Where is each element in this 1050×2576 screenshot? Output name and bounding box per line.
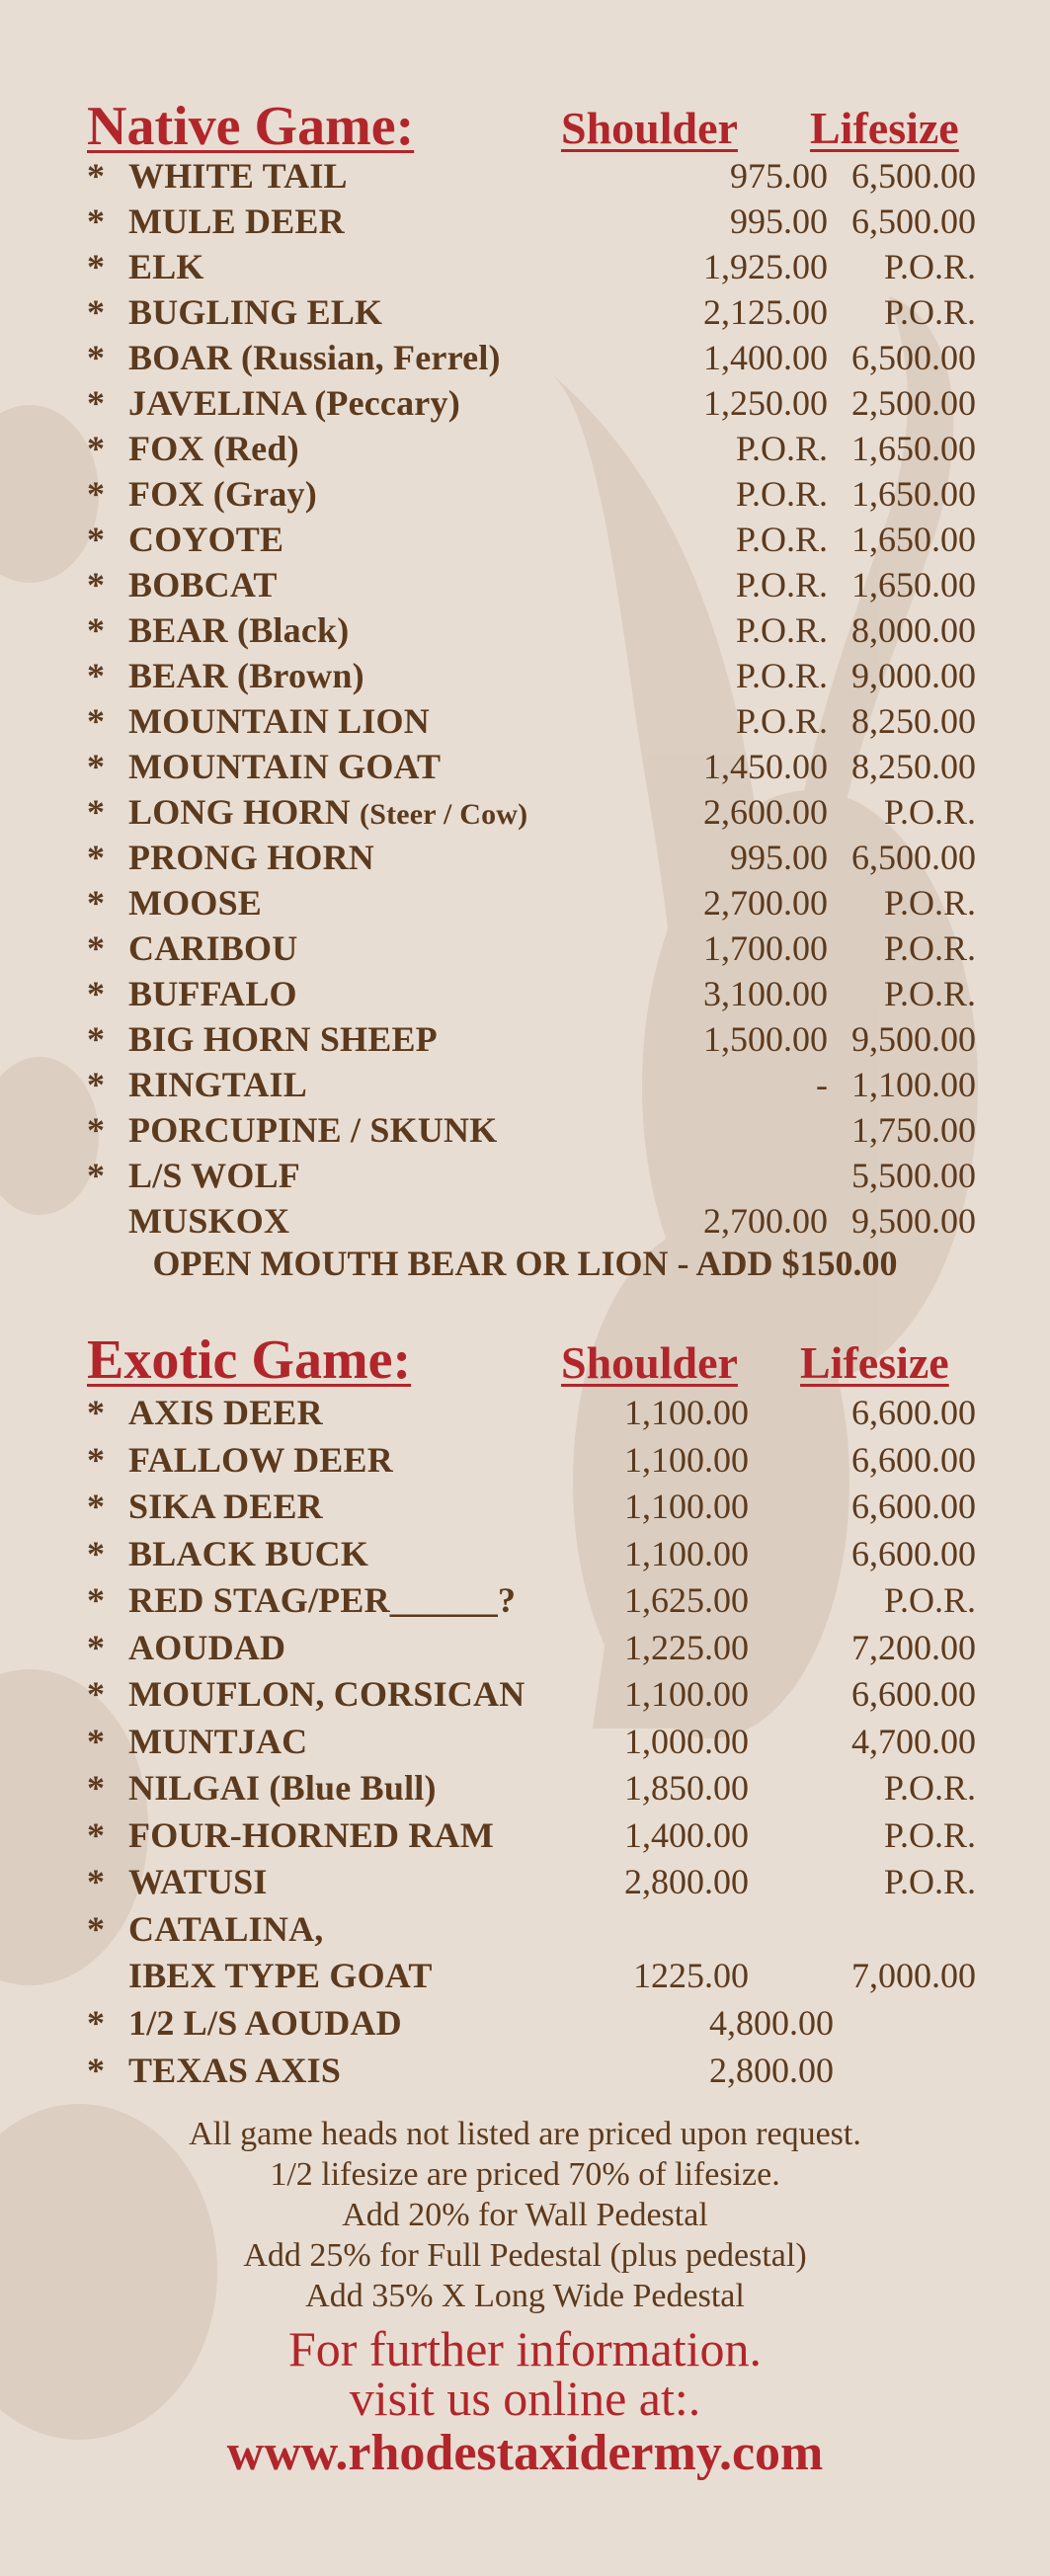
animal-name: FOUR-HORNED RAM xyxy=(128,1814,494,1855)
lifesize-price: P.O.R. xyxy=(883,1580,976,1620)
shoulder-price: P.O.R. xyxy=(735,701,828,741)
animal-name xyxy=(128,562,278,610)
shoulder-price: 2,125.00 xyxy=(703,292,828,332)
table-row xyxy=(87,789,976,835)
lifesize-price: 1,650.00 xyxy=(851,520,976,559)
lifesize-price: 6,500.00 xyxy=(851,156,976,196)
shoulder-price: P.O.R. xyxy=(735,429,828,468)
bullet-star: * xyxy=(87,338,105,377)
animal-name: 1/2 L/S AOUDAD xyxy=(128,2003,402,2043)
lifesize-price: 7,200.00 xyxy=(851,1627,976,1667)
open-mouth-note: OPEN MOUTH BEAR OR LION - ADD $150.00 xyxy=(152,1244,898,1283)
shoulder-price: 3,100.00 xyxy=(703,974,828,1013)
bullet-star: * xyxy=(87,1393,105,1432)
footer-line-half-lifesize: 1/2 lifesize are priced 70% of lifesize. xyxy=(270,2156,780,2193)
shoulder-price: 995.00 xyxy=(730,201,828,241)
shoulder-price: 1,225.00 xyxy=(624,1627,749,1667)
animal-name xyxy=(128,971,297,1019)
animal-name: CATALINA, xyxy=(128,1908,324,1949)
table-row xyxy=(87,244,976,289)
animal-name-text: COYOTE xyxy=(128,520,284,559)
table-row xyxy=(87,2048,976,2095)
animal-name-text: ELK xyxy=(128,247,204,286)
table-row xyxy=(87,1719,976,1766)
website-link[interactable]: www.rhodestaxidermy.com xyxy=(226,2425,824,2481)
bullet-star: * xyxy=(87,1439,105,1480)
lifesize-price: 8,250.00 xyxy=(851,701,976,741)
bullet-star: * xyxy=(87,2050,105,2090)
shoulder-price: P.O.R. xyxy=(735,474,828,514)
animal-name xyxy=(128,1107,497,1156)
bullet-star: * xyxy=(87,520,105,559)
animal-name xyxy=(128,835,374,883)
shoulder-price: 1,850.00 xyxy=(624,1768,749,1808)
animal-name xyxy=(128,789,527,838)
lifesize-price: 6,600.00 xyxy=(851,1674,976,1714)
bullet-star: * xyxy=(87,429,105,468)
animal-name-text: CARIBOU xyxy=(128,928,298,968)
animal-name: MUNTJAC xyxy=(128,1721,308,1761)
bullet-star: * xyxy=(87,610,105,650)
table-row xyxy=(87,426,976,471)
animal-name-text: BOBCAT xyxy=(128,565,278,604)
footer-line-full-pedestal: Add 25% for Full Pedestal (plus pedestal) xyxy=(243,2237,807,2274)
table-row xyxy=(87,1153,976,1198)
shoulder-price: 1,400.00 xyxy=(703,338,828,377)
lifesize-price: 6,600.00 xyxy=(851,1487,976,1526)
bullet-star: * xyxy=(87,292,105,332)
table-row xyxy=(87,880,976,926)
animal-name xyxy=(128,607,349,656)
native-lifesize-column-header: Lifesize xyxy=(810,103,959,153)
animal-name: WATUSI xyxy=(128,1862,268,1901)
table-row xyxy=(87,1953,976,2000)
bullet-star: * xyxy=(87,201,105,241)
shoulder-price: 1,625.00 xyxy=(624,1580,749,1620)
table-row xyxy=(87,926,976,971)
table-row xyxy=(87,1625,976,1672)
lifesize-price: 6,500.00 xyxy=(851,201,976,241)
animal-name-text: PORCUPINE / SKUNK xyxy=(128,1110,498,1150)
table-row xyxy=(87,1906,976,1954)
animal-name xyxy=(128,335,501,383)
bullet-star: * xyxy=(87,1065,105,1104)
animal-name: MOUFLON, CORSICAN xyxy=(128,1674,525,1714)
table-row xyxy=(87,380,976,426)
lifesize-price: 6,600.00 xyxy=(851,1533,976,1573)
shoulder-price: P.O.R. xyxy=(735,656,828,695)
animal-name: AXIS DEER xyxy=(128,1393,323,1432)
table-row xyxy=(87,517,976,562)
shoulder-price: 1,250.00 xyxy=(703,383,828,423)
bullet-star: * xyxy=(87,1814,105,1855)
lifesize-price: 9,500.00 xyxy=(851,1019,976,1059)
animal-name-text: L/S WOLF xyxy=(128,1156,300,1195)
single-price: 4,800.00 xyxy=(709,2003,834,2043)
bullet-star: * xyxy=(87,974,105,1013)
table-row xyxy=(87,471,976,517)
table-row xyxy=(87,698,976,744)
native-game-header xyxy=(87,95,414,158)
table-row xyxy=(87,1484,976,1531)
table-row xyxy=(87,1577,976,1625)
bullet-star: * xyxy=(87,383,105,423)
lifesize-price: 1,100.00 xyxy=(851,1065,976,1104)
table-row xyxy=(87,744,976,789)
table-row xyxy=(87,607,976,653)
lifesize-price: 6,600.00 xyxy=(851,1439,976,1480)
shoulder-price: 1,100.00 xyxy=(624,1533,749,1573)
lifesize-price: 8,250.00 xyxy=(851,747,976,786)
animal-name: AOUDAD xyxy=(128,1627,286,1667)
lifesize-price: P.O.R. xyxy=(883,974,976,1013)
native-shoulder-column-header: Shoulder xyxy=(561,103,738,153)
bullet-star: * xyxy=(87,1674,105,1714)
exotic-game-header xyxy=(87,1328,411,1392)
bullet-star: * xyxy=(87,1908,105,1949)
table-row xyxy=(87,562,976,607)
animal-name-text: BUFFALO xyxy=(128,974,297,1013)
bullet-star: * xyxy=(87,792,105,832)
table-row xyxy=(87,289,976,335)
animal-name xyxy=(128,199,345,247)
shoulder-price: P.O.R. xyxy=(735,565,828,604)
table-row xyxy=(87,835,976,880)
animal-name-text: MOOSE xyxy=(128,883,263,923)
shoulder-price: 2,700.00 xyxy=(703,883,828,923)
animal-name xyxy=(128,426,299,474)
animal-name xyxy=(128,1062,307,1110)
table-row xyxy=(87,1437,976,1485)
shoulder-price: 1,925.00 xyxy=(703,247,828,286)
animal-name: NILGAI (Blue Bull) xyxy=(128,1768,437,1808)
bullet-star: * xyxy=(87,838,105,877)
shoulder-price: 1,100.00 xyxy=(624,1393,749,1432)
animal-name-text: PRONG HORN xyxy=(128,838,374,877)
table-row xyxy=(87,1859,976,1906)
bullet-star: * xyxy=(87,1110,105,1150)
further-info-text: For further information. xyxy=(287,2321,763,2376)
footer-notes xyxy=(0,2114,1050,2484)
shoulder-price: 2,800.00 xyxy=(624,1862,749,1901)
shoulder-price: 1,500.00 xyxy=(703,1019,828,1059)
bullet-star: * xyxy=(87,474,105,514)
table-row xyxy=(87,1812,976,1860)
lifesize-price: 5,500.00 xyxy=(851,1156,976,1195)
table-row xyxy=(87,1062,976,1107)
table-row xyxy=(87,1671,976,1719)
exotic-shoulder-column-header: Shoulder xyxy=(561,1337,738,1388)
lifesize-price: 1,650.00 xyxy=(851,474,976,514)
animal-name xyxy=(128,880,262,928)
animal-name xyxy=(128,1016,438,1065)
animal-name: IBEX TYPE GOAT xyxy=(128,1956,433,1995)
lifesize-price: 8,000.00 xyxy=(851,610,976,650)
animal-name-text: BUGLING ELK xyxy=(128,292,383,332)
animal-name-text: FOX (Gray) xyxy=(128,474,317,514)
animal-name xyxy=(128,153,348,201)
bullet-star: * xyxy=(87,1580,105,1620)
bullet-star: * xyxy=(87,1627,105,1667)
lifesize-price: P.O.R. xyxy=(883,247,976,286)
shoulder-price: 1,100.00 xyxy=(624,1674,749,1714)
shoulder-price: 2,700.00 xyxy=(703,1201,828,1241)
shoulder-price: 975.00 xyxy=(730,156,828,196)
visit-online-text: visit us online at:. xyxy=(349,2371,701,2426)
shoulder-price: 1,100.00 xyxy=(624,1439,749,1480)
shoulder-price: - xyxy=(816,1065,828,1104)
table-row xyxy=(87,153,976,199)
bullet-star: * xyxy=(87,928,105,968)
bullet-star: * xyxy=(87,247,105,286)
animal-name: BLACK BUCK xyxy=(128,1533,369,1573)
shoulder-price: 1,100.00 xyxy=(624,1487,749,1526)
lifesize-price: 6,600.00 xyxy=(851,1393,976,1432)
animal-name xyxy=(128,244,204,292)
animal-name xyxy=(128,653,364,701)
native-game-title: Native Game: xyxy=(87,96,415,157)
table-row xyxy=(87,1531,976,1578)
table-row xyxy=(87,2000,976,2048)
animal-name xyxy=(128,1153,300,1201)
bullet-star: * xyxy=(87,1533,105,1573)
shoulder-price: 2,600.00 xyxy=(703,792,828,832)
animal-name-text: BEAR (Brown) xyxy=(128,656,364,695)
animal-name xyxy=(128,926,297,974)
shoulder-price: 1225.00 xyxy=(633,1956,749,1995)
animal-name xyxy=(128,517,283,565)
animal-name: FALLOW DEER xyxy=(128,1439,393,1480)
animal-name-text: RINGTAIL xyxy=(128,1065,307,1104)
animal-name xyxy=(128,698,430,747)
native-game-table xyxy=(87,153,976,1244)
table-row xyxy=(87,199,976,244)
exotic-game-table xyxy=(87,1390,976,2000)
shoulder-price: P.O.R. xyxy=(735,610,828,650)
shoulder-price: 995.00 xyxy=(730,838,828,877)
lifesize-price: 9,000.00 xyxy=(851,656,976,695)
animal-name-text: FOX (Red) xyxy=(128,429,299,468)
shoulder-price: 1,450.00 xyxy=(703,747,828,786)
animal-name: SIKA DEER xyxy=(128,1487,323,1526)
bullet-star: * xyxy=(87,1019,105,1059)
bullet-star: * xyxy=(87,1156,105,1195)
bullet-star: * xyxy=(87,1862,105,1901)
exotic-game-title: Exotic Game: xyxy=(87,1329,412,1391)
table-row xyxy=(87,335,976,380)
lifesize-price: P.O.R. xyxy=(883,1814,976,1855)
animal-name xyxy=(128,289,382,338)
lifesize-price: P.O.R. xyxy=(883,792,976,832)
lifesize-price: P.O.R. xyxy=(883,1862,976,1901)
single-price: 2,800.00 xyxy=(709,2050,834,2090)
lifesize-price: P.O.R. xyxy=(883,1768,976,1808)
table-row xyxy=(87,1107,976,1153)
bullet-star: * xyxy=(87,1768,105,1808)
animal-name: RED STAG/PER______? xyxy=(128,1580,517,1620)
animal-name-text: BEAR (Black) xyxy=(128,610,350,650)
bullet-star: * xyxy=(87,156,105,196)
lifesize-price: 9,500.00 xyxy=(851,1201,976,1241)
bullet-star: * xyxy=(87,1721,105,1761)
table-row xyxy=(87,1765,976,1812)
shoulder-price: 1,400.00 xyxy=(624,1814,749,1855)
animal-name-text: BIG HORN SHEEP xyxy=(128,1019,438,1059)
lifesize-price: 6,500.00 xyxy=(851,338,976,377)
animal-name-text: LONG HORN xyxy=(128,792,361,832)
animal-name: TEXAS AXIS xyxy=(128,2050,342,2090)
lifesize-price: P.O.R. xyxy=(883,883,976,923)
table-row xyxy=(87,1016,976,1062)
table-row xyxy=(87,1390,976,1437)
animal-name xyxy=(128,744,441,792)
footer-line-unlisted: All game heads not listed are priced upon request. xyxy=(189,2116,861,2152)
exotic-single-price-table xyxy=(87,2000,976,2094)
bullet-star: * xyxy=(87,747,105,786)
animal-name-detail: (Steer / Cow) xyxy=(360,798,528,831)
exotic-lifesize-column-header: Lifesize xyxy=(800,1337,949,1388)
bullet-star: * xyxy=(87,1487,105,1526)
animal-name-text: MULE DEER xyxy=(128,201,345,241)
animal-name-text: WHITE TAIL xyxy=(128,156,348,196)
animal-name xyxy=(128,1198,289,1247)
footer-line-long-pedestal: Add 35% X Long Wide Pedestal xyxy=(305,2278,745,2314)
lifesize-price: 7,000.00 xyxy=(851,1956,976,1995)
animal-name-text: MOUNTAIN LION xyxy=(128,701,430,741)
animal-name xyxy=(128,471,317,520)
lifesize-price: 4,700.00 xyxy=(851,1721,976,1761)
lifesize-price: 1,750.00 xyxy=(851,1110,976,1150)
footer-line-wall-pedestal: Add 20% for Wall Pedestal xyxy=(342,2197,708,2233)
shoulder-price: P.O.R. xyxy=(735,520,828,559)
animal-name-text: BOAR (Russian, Ferrel) xyxy=(128,338,501,377)
lifesize-price: P.O.R. xyxy=(883,292,976,332)
table-row xyxy=(87,1198,976,1244)
animal-name-text: MOUNTAIN GOAT xyxy=(128,747,442,786)
animal-name-text: JAVELINA (Peccary) xyxy=(128,383,460,423)
animal-name xyxy=(128,380,460,429)
shoulder-price: 1,700.00 xyxy=(703,928,828,968)
bullet-star: * xyxy=(87,701,105,741)
table-row xyxy=(87,653,976,698)
lifesize-price: 1,650.00 xyxy=(851,565,976,604)
lifesize-price: P.O.R. xyxy=(883,928,976,968)
table-row xyxy=(87,971,976,1016)
bullet-star: * xyxy=(87,656,105,695)
lifesize-price: 6,500.00 xyxy=(851,838,976,877)
lifesize-price: 1,650.00 xyxy=(851,429,976,468)
bullet-star: * xyxy=(87,883,105,923)
bullet-star: * xyxy=(87,565,105,604)
bullet-star: * xyxy=(87,2003,105,2043)
lifesize-price: 2,500.00 xyxy=(851,383,976,423)
shoulder-price: 1,000.00 xyxy=(624,1721,749,1761)
animal-name-text: MUSKOX xyxy=(128,1201,290,1241)
